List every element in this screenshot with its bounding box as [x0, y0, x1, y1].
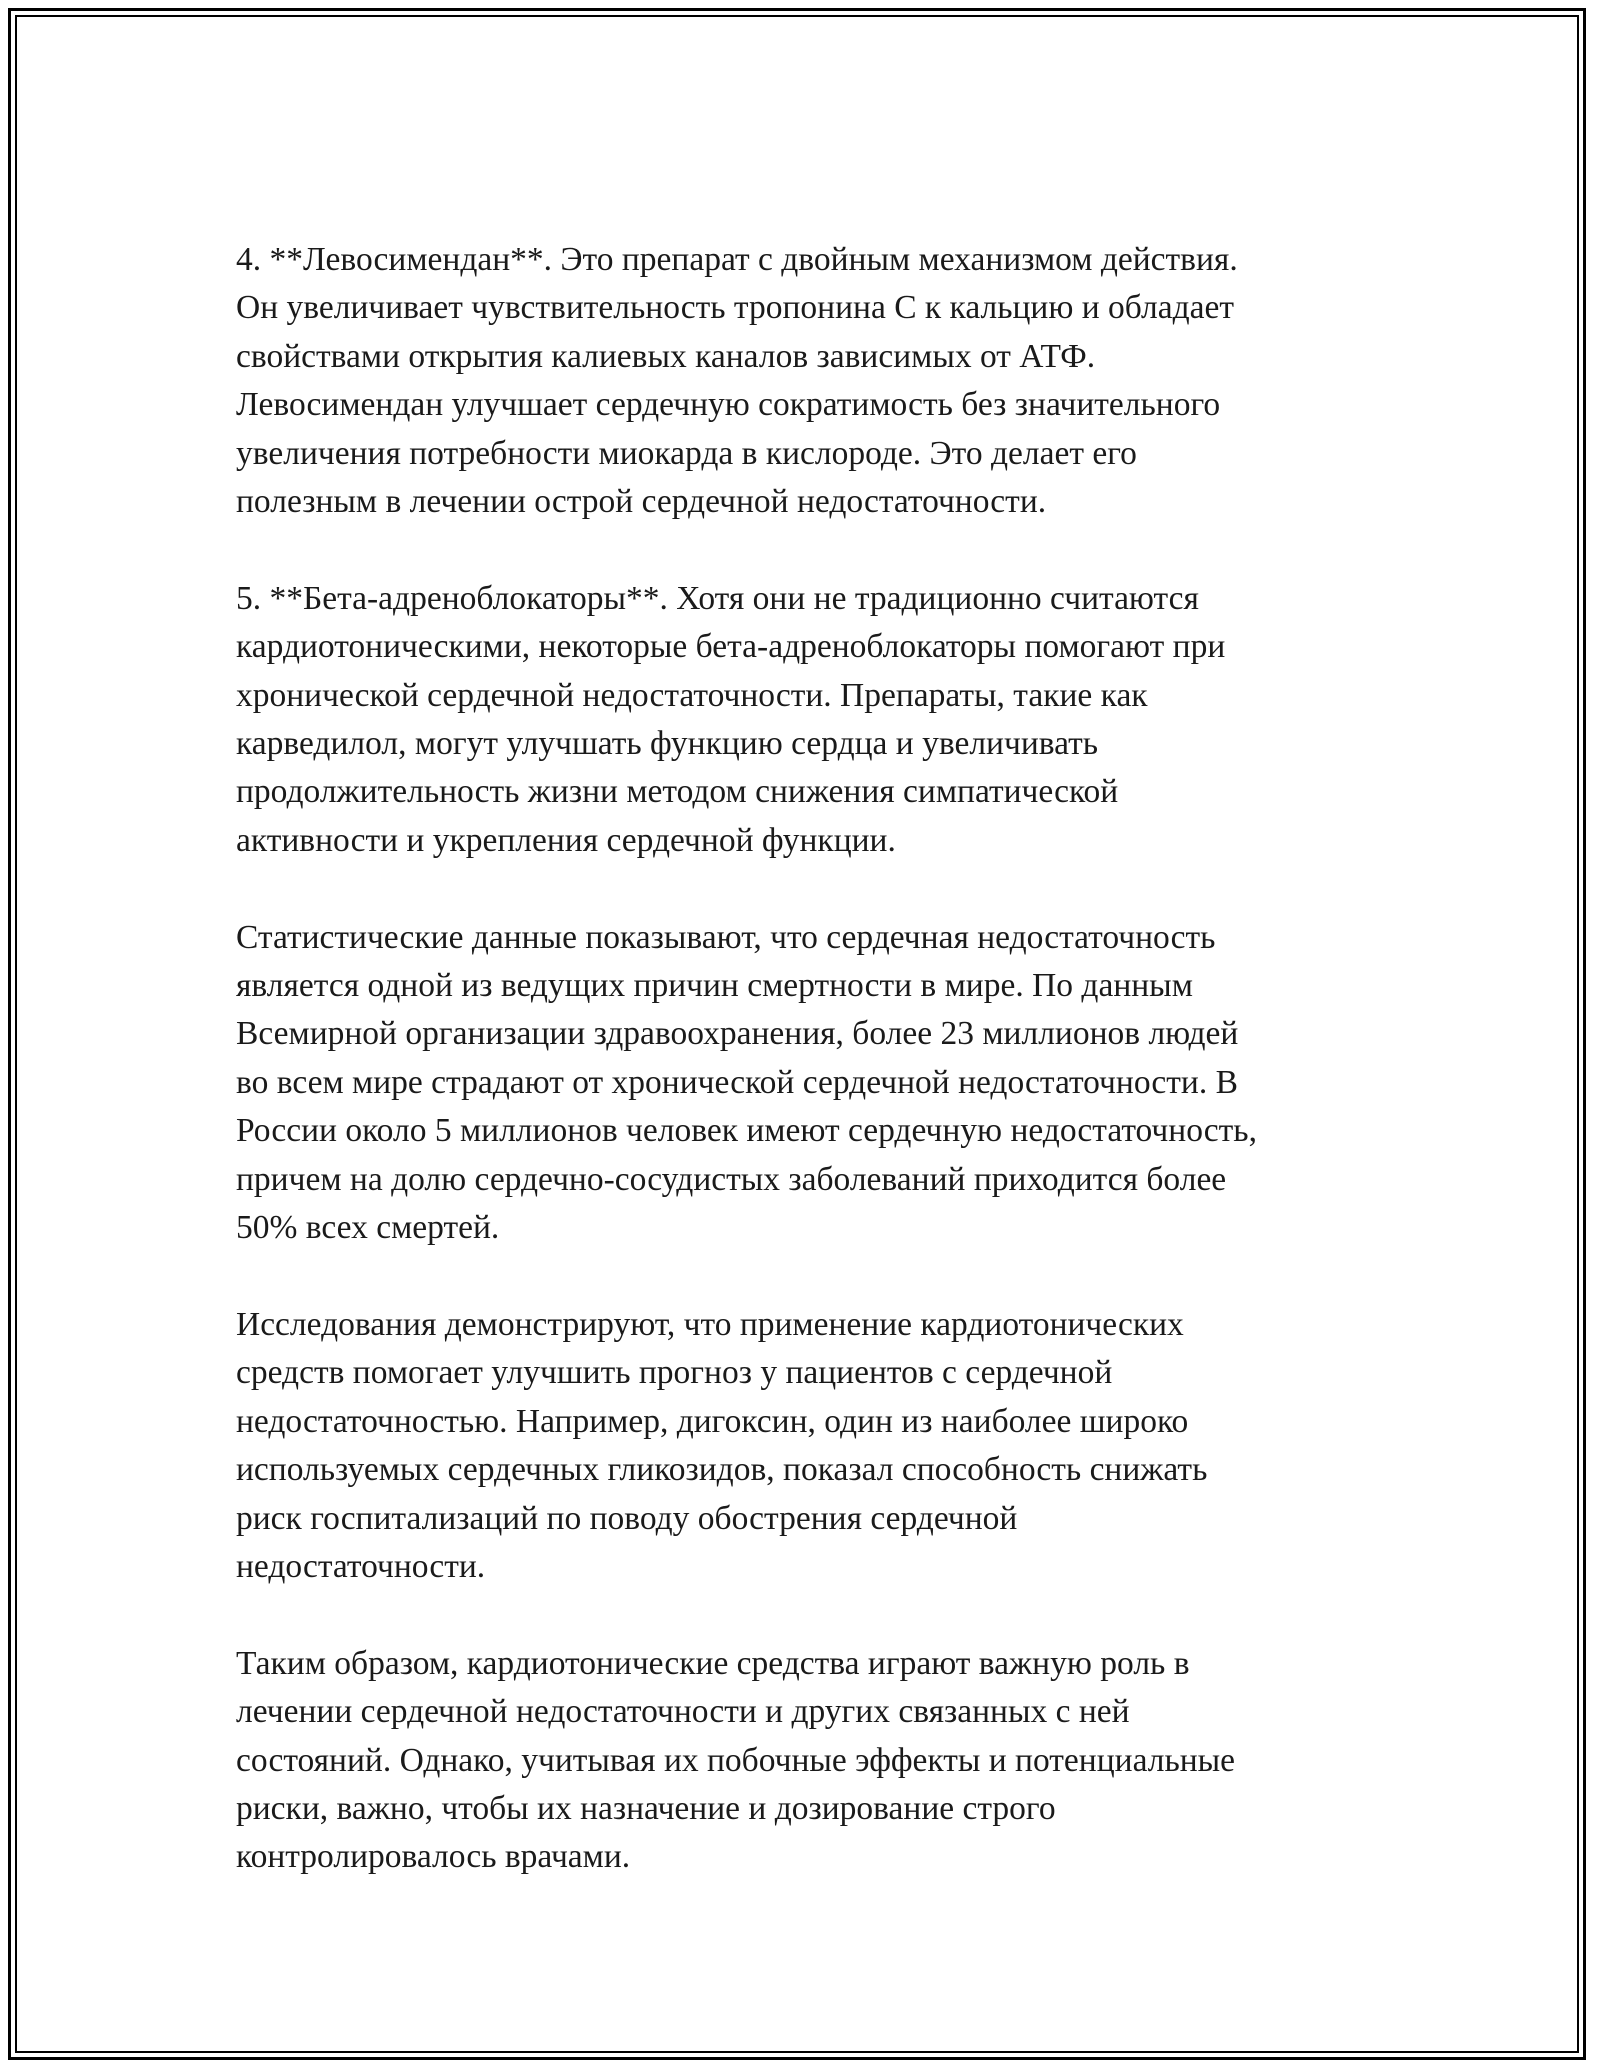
paragraph-beta-blockers: 5. **Бета-адреноблокаторы**. Хотя они не традиционно считаются кардиотоническими, некоторые бета-адреноблокаторы помогают при хронической сердечной недостаточности. Препараты, такие как карведилол, могут улучшать функцию сердца и увеличивать продолжительность жизни методом снижения симпатической активности и укрепления сердечной функции. [236, 579, 1226, 859]
paragraph-conclusion: Таким образом, кардиотонические средства играют важную роль в лечении сердечной недостаточности и других связанных с ней состояний. Однако, учитывая их побочные эффекты и потенциальные риски, важно, чтобы их назначение и дозирование строго контролировалось врачами. [236, 1644, 1236, 1876]
document-body [236, 236, 1376, 1882]
paragraph-statistics: Статистические данные показывают, что сердечная недостаточность является одной из ведущих причин смертности в мире. По данным Всемирной организации здравоохранения, более 23 миллионов людей во всем мире страдают от хронической сердечной недостаточности. В России около 5 миллионов человек имеют сердечную недостаточность, причем на долю сердечно-сосудистых заболеваний приходится более 50% всех смертей. [236, 918, 1257, 1247]
paragraph-research: Исследования демонстрируют, что применение кардиотонических средств помогает улучшить прогноз у пациентов с сердечной недостаточностью. Например, дигоксин, один из наиболее широко используемых сердечных гликозидов, показал способность снижать риск госпитализаций по поводу обострения сердечной недостаточности. [236, 1305, 1208, 1585]
paragraph-levosimendan: 4. **Левосимендан**. Это препарат с двойным механизмом действия. Он увеличивает чувствительность тропонина С к кальцию и обладает свойствами открытия калиевых каналов зависимых от АТФ. Левосимендан улучшает сердечную сократимость без значительного увеличения потребности миокарда в кислороде. Это делает его полезным в лечении острой сердечной недостаточности. [236, 241, 1238, 521]
